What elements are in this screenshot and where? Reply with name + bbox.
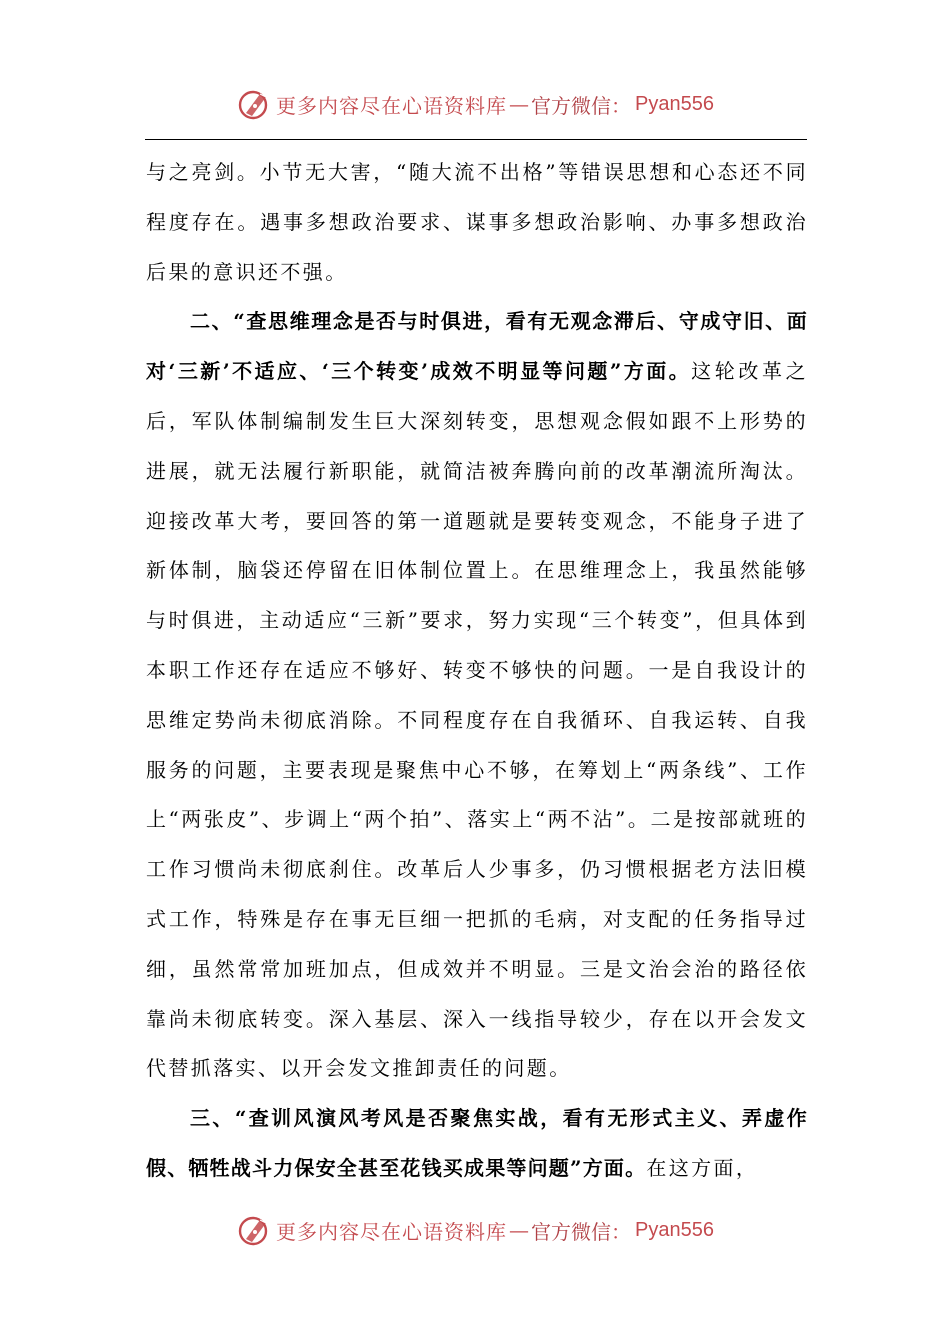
watermark-wechat-label: 官方微信	[531, 93, 612, 118]
document-body	[146, 148, 808, 1194]
paragraph-3	[146, 1094, 808, 1194]
watermark-id: Pyan556	[635, 1218, 714, 1241]
watermark-colon: ：	[611, 1219, 632, 1244]
watermark-separator: —	[509, 92, 530, 116]
watermark-text: 更多内容尽在心语资料库	[276, 1219, 508, 1244]
paragraph-3-body: 在这方面，	[646, 1155, 759, 1180]
header-divider	[145, 139, 807, 140]
pen-nib-circle-icon	[236, 1212, 272, 1248]
watermark-separator: —	[509, 1218, 530, 1242]
watermark-text: 更多内容尽在心语资料库	[276, 93, 508, 118]
paragraph-1: 与之亮剑。小节无大害，“随大流不出格”等错误思想和心态还不同程度存在。遇事多想政治要求、谋事多想政治影响、办事多想政治后果的意识还不强。	[146, 160, 808, 284]
paragraph-2-body: 这轮改革之后，军队体制编制发生巨大深刻转变，思想观念假如跟不上形势的进展，就无法履行新职能，就简洁被奔腾向前的改革潮流所淘汰。迎接改革大考，要回答的第一道题就是要转变观念，不能身子进了新体制，脑袋还停留在旧体制位置上。在思维理念上，我虽然能够与时俱进，主动适应“三新”要求，努力实现“三个转变”，但具体到本职工作还存在适应不够好、转变不够快的问题。一是自我设计的思维定势尚未彻底消除。不同程度存在自我循环、自我运转、自我服务的问题，主要表现是聚焦中心不够，在筹划上“两条线”、工作上“两张皮”、步调上“两个拍”、落实上“两不沾”。二是按部就班的工作习惯尚未彻底刹住。改革后人少事多，仍习惯根据老方法旧模式工作，特殊是存在事无巨细一把抓的毛病，对支配的任务指导过细，虽然常常加班加点，但成效并不明显。三是文治会治的路径依靠尚未彻底转变。深入基层、深入一线指导较少，存在以开会发文代替抓落实、以开会发文推卸责任的问题。	[146, 359, 808, 1081]
watermark-wechat-label: 官方微信	[531, 1219, 612, 1244]
watermark-colon: ：	[611, 93, 632, 118]
watermark-id: Pyan556	[635, 92, 714, 115]
paragraph-2-heading: 二、“查思维理念是否与时俱进，看有无观念滞后、守成守旧、面对‘三新’不适应、‘三个转变’成效不明显等问题”方面。	[146, 309, 808, 384]
paragraph-2	[146, 297, 808, 1094]
header-watermark	[0, 84, 950, 124]
paragraph-3-heading: 三、“查训风演风考风是否聚焦实战，看有无形式主义、弄虚作假、牺牲战斗力保安全甚至花钱买成果等问题”方面。	[146, 1106, 808, 1180]
pen-nib-circle-icon	[236, 86, 272, 122]
footer-watermark	[0, 1210, 950, 1250]
